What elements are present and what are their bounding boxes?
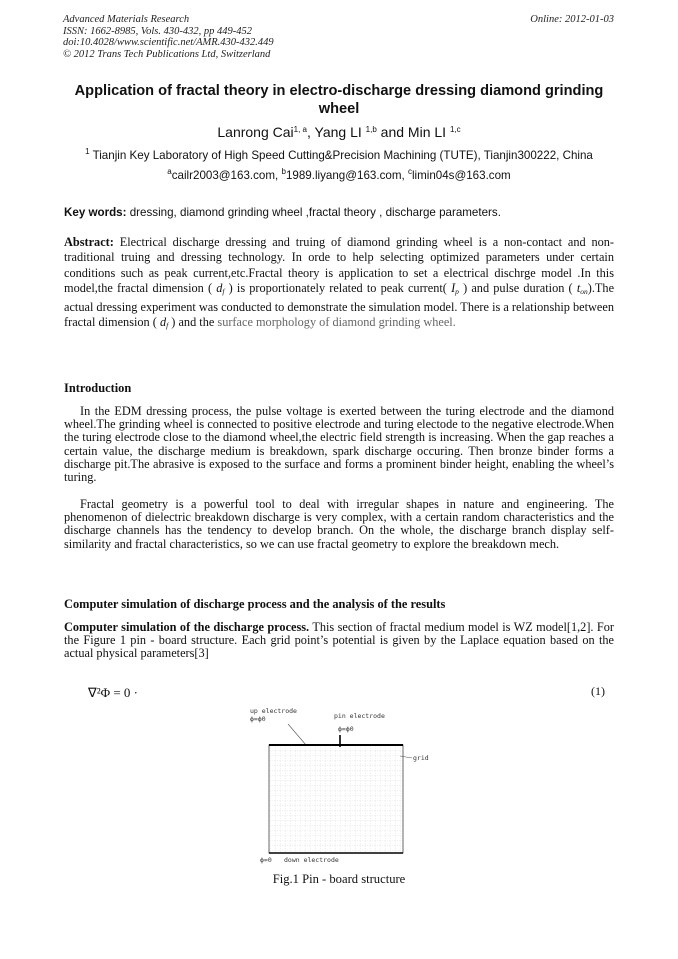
email-link[interactable]: limin04s@163.com <box>411 169 511 182</box>
pin-board-figure <box>240 700 440 868</box>
down-electrode-label: down electrode <box>284 856 339 864</box>
pin-electrode-label: pin electrode <box>334 712 385 720</box>
online-date: Online: 2012-01-03 <box>530 14 614 25</box>
author-list: Lanrong Cai$^{1, a}$, Yang LI $^{1,b}$ and Min LI $^{1,c}$ <box>217 124 461 140</box>
issn: ISSN: 1662-8985, Vols. 430-432, pp 449-452 <box>63 25 252 37</box>
up-electrode-label: up electrode <box>250 707 297 715</box>
section2-paragraph: Computer simulation of the discharge process. This section of fractal medium model is WZ model[1,2]. For the Figure 1 pin - board structure. Each grid point’s potential is given by the Laplace equation based on the actual physical parameters[3] <box>64 620 614 661</box>
grid-label: grid <box>413 754 429 762</box>
intro-paragraph-2: Fractal geometry is a powerful tool to deal with irregular shapes in nature and engineering. The phenomenon of dielectric breakdown discharge is very complex, with a certain random characteristics and the discharge channels has the tendency to develop branch. On the whole, the discharge branch display self-similarity and fractal characteristics, so we can use fractal geometry to explore the breakdown mech. <box>64 497 614 551</box>
section-heading: Introduction <box>64 381 132 395</box>
email-link[interactable]: cailr2003@163.com <box>171 169 276 182</box>
copyright: © 2012 Trans Tech Publications Ltd, Switzerland <box>63 48 271 60</box>
simulation-grid <box>269 745 403 853</box>
subsection-heading: Computer simulation of the discharge process. <box>64 620 310 634</box>
keywords <box>64 205 616 220</box>
author-emails: $^a$cailr2003@163.com, $^b$1989.liyang@163.com, $^c$limin04s@163.com <box>167 167 511 182</box>
affiliation: $^1$ Tianjin Key Laboratory of High Speed Cutting&Precision Machining (TUTE), Tianjin300222, China <box>85 147 593 162</box>
author-sup: 1,c <box>449 125 461 134</box>
author-name: Yang LI <box>314 124 362 140</box>
keywords-label: Key words: <box>64 206 127 219</box>
email-link[interactable]: 1989.liyang@163.com <box>285 169 402 182</box>
up-electrode-potential: ϕ=ϕ0 <box>250 715 266 723</box>
author-sup: 1,b <box>365 125 377 134</box>
abstract-label: Abstract: <box>64 235 114 249</box>
pin-electrode-potential: ϕ=ϕ0 <box>338 725 354 733</box>
section-heading: Computer simulation of discharge process and the analysis of the results <box>64 597 446 611</box>
keywords-text: dressing, diamond grinding wheel ,fractal theory , discharge parameters. <box>129 206 501 219</box>
author-name: Min LI <box>407 124 447 140</box>
journal-name: Advanced Materials Research <box>63 14 190 25</box>
figure-caption: Fig.1 Pin - board structure <box>272 872 406 886</box>
journal-header <box>63 14 274 60</box>
author-sup: 1, a <box>293 125 307 134</box>
down-electrode-potential: ϕ=0 <box>260 856 272 864</box>
up-electrode-leader-line <box>288 724 306 745</box>
equation: ∇²Φ = 0 · <box>88 685 139 700</box>
author-name: Lanrong Cai <box>217 124 294 140</box>
paper-title: Application of fractal theory in electro-discharge dressing diamond grinding wheel <box>74 83 604 117</box>
abstract: Abstract: Electrical discharge dressing and truing of diamond grinding wheel is a non-contact and non-traditional truing and dressing technology. In orde to help selecting optimized parameters under certain conditions such as peak current,etc.Fractal theory is application to set a electrical dischrge model .In this model,the fractal dimension ( $d_f$ ) is proportionately related to peak current( $I_p$ ) and pulse duration ( $t_{on}).The$ actual dressing experiment was conducted to demonstrate the simulation model. There is a relationship between fractal dimension ( $d_f$ ) and the surface morphology of diamond grinding wheel. <box>64 235 615 331</box>
intro-paragraph-1: In the EDM dressing process, the pulse voltage is exerted between the turing electrode and the diamond wheel.The grinding wheel is connected to positive electrode and turing electode to the negative electrode.When the turing electrode close to the diamond wheel,the electric field strength is increasing. When the gap reaches a certain value, the discharge medium is breakdown, spark discharge occuring. Then bronze binder forms a discharge pit.The abrasive is exposed to the surface and forms a prominent binder height, enabling the wheel’s turing. <box>64 404 614 485</box>
equation-number: (1) <box>591 684 605 698</box>
doi: doi:10.4028/www.scientific.net/AMR.430-432.449 <box>63 37 274 48</box>
